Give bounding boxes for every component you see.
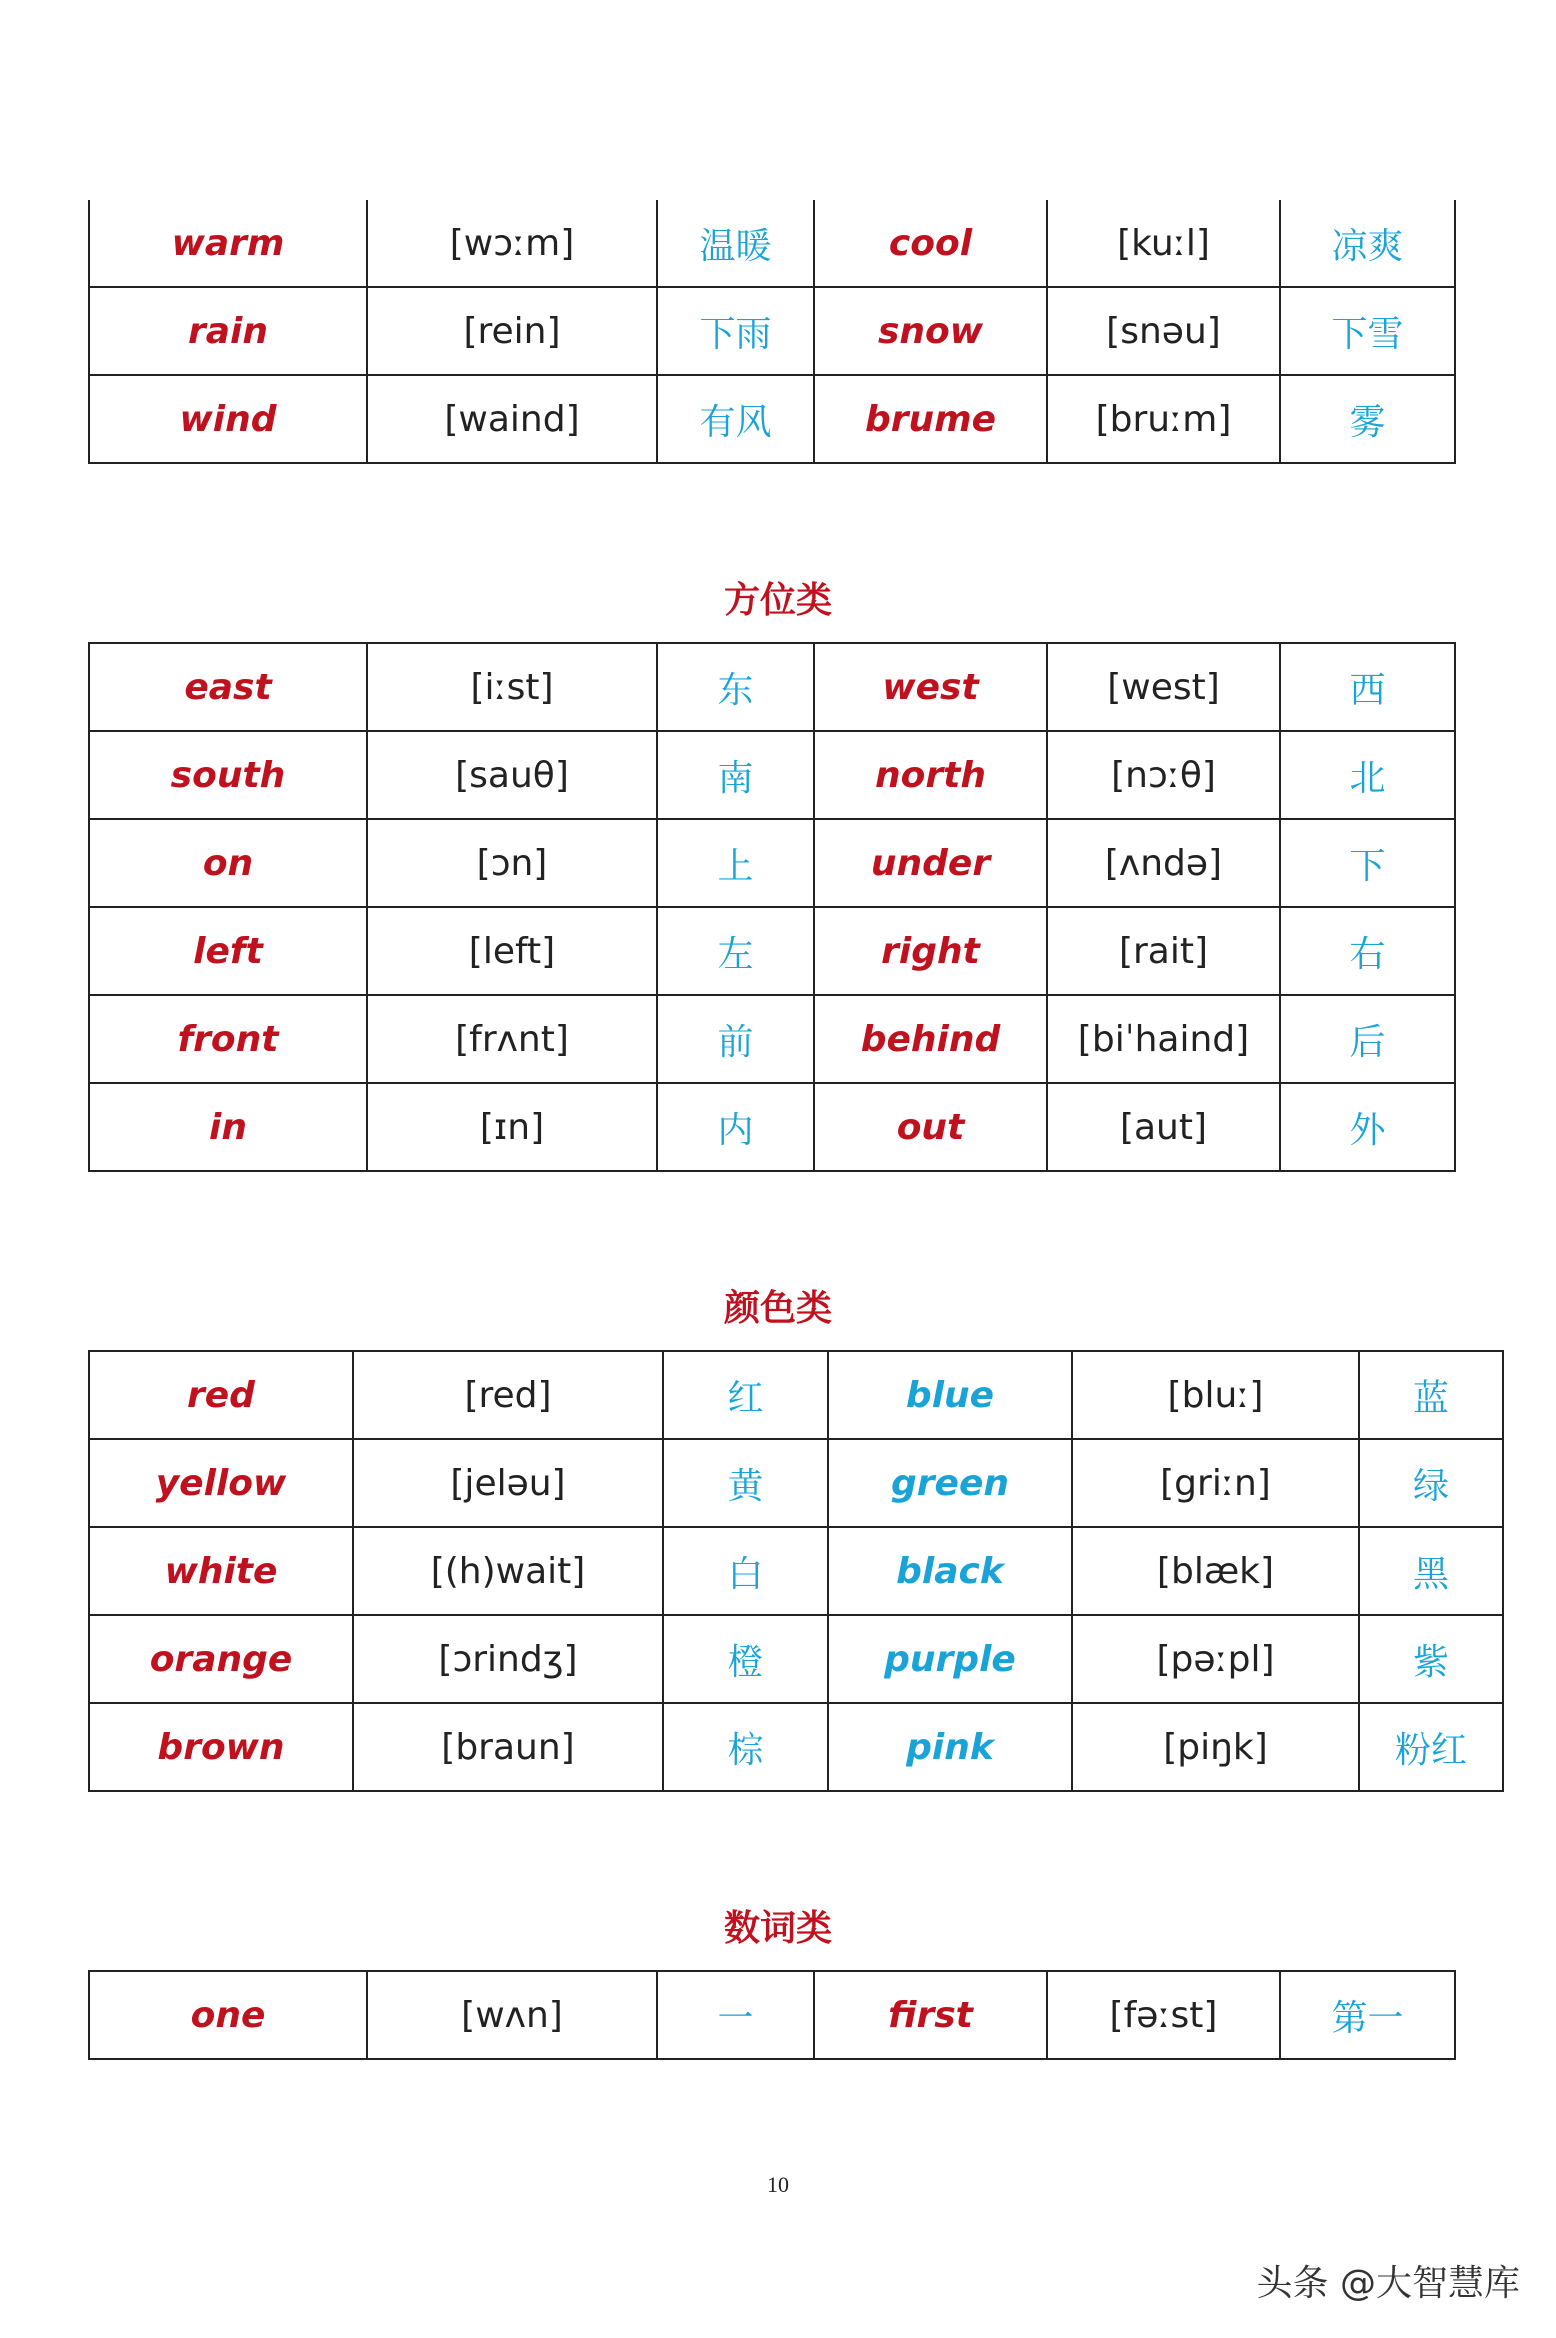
english-word: cool [814, 200, 1047, 287]
phonetic: [wɔːm] [367, 200, 657, 287]
color-table-body [89, 1351, 1503, 1791]
chinese-meaning: 北 [1280, 731, 1455, 819]
english-word: in [89, 1083, 367, 1171]
chinese-meaning: 红 [663, 1351, 828, 1439]
phonetic: [bruːm] [1047, 375, 1280, 463]
chinese-meaning: 下 [1280, 819, 1455, 907]
english-word: front [89, 995, 367, 1083]
chinese-meaning: 黄 [663, 1439, 828, 1527]
english-word: orange [89, 1615, 353, 1703]
chinese-meaning: 后 [1280, 995, 1455, 1083]
table-row [89, 287, 1455, 375]
numeral-vocab-table [88, 1970, 1456, 2060]
table-row [89, 1971, 1455, 2059]
phonetic: [piŋk] [1072, 1703, 1359, 1791]
english-word: east [89, 643, 367, 731]
phonetic: [biˈhaind] [1047, 995, 1280, 1083]
phonetic: [red] [353, 1351, 663, 1439]
page-number: 10 [767, 2172, 789, 2197]
chinese-meaning: 一 [657, 1971, 814, 2059]
table-row [89, 1351, 1503, 1439]
chinese-meaning: 上 [657, 819, 814, 907]
chinese-meaning: 白 [663, 1527, 828, 1615]
table-row [89, 1615, 1503, 1703]
english-word: under [814, 819, 1047, 907]
english-word: green [828, 1439, 1072, 1527]
english-word: yellow [89, 1439, 353, 1527]
table-row [89, 1083, 1455, 1171]
color-section-title: 颜色类 [723, 1288, 832, 1329]
english-word: blue [828, 1351, 1072, 1439]
chinese-meaning: 雾 [1280, 375, 1455, 463]
english-word: out [814, 1083, 1047, 1171]
english-word: snow [814, 287, 1047, 375]
phonetic: [ɔn] [367, 819, 657, 907]
english-word: red [89, 1351, 353, 1439]
english-word: behind [814, 995, 1047, 1083]
table-row [89, 819, 1455, 907]
phonetic: [griːn] [1072, 1439, 1359, 1527]
chinese-meaning: 第一 [1280, 1971, 1455, 2059]
english-word: purple [828, 1615, 1072, 1703]
english-word: wind [89, 375, 367, 463]
english-word: pink [828, 1703, 1072, 1791]
chinese-meaning: 左 [657, 907, 814, 995]
phonetic: [rein] [367, 287, 657, 375]
english-word: left [89, 907, 367, 995]
phonetic: [(h)wait] [353, 1527, 663, 1615]
english-word: one [89, 1971, 367, 2059]
english-word: west [814, 643, 1047, 731]
chinese-meaning: 下雨 [657, 287, 814, 375]
phonetic: [ɔrindʒ] [353, 1615, 663, 1703]
phonetic: [kuːl] [1047, 200, 1280, 287]
direction-table-body [89, 643, 1455, 1171]
english-word: south [89, 731, 367, 819]
phonetic: [frʌnt] [367, 995, 657, 1083]
color-vocab-table [88, 1350, 1504, 1792]
table-row [89, 643, 1455, 731]
chinese-meaning: 右 [1280, 907, 1455, 995]
phonetic: [bluː] [1072, 1351, 1359, 1439]
table-row [89, 731, 1455, 819]
phonetic: [fəːst] [1047, 1971, 1280, 2059]
weather-table-body [89, 200, 1455, 463]
table-row [89, 1527, 1503, 1615]
chinese-meaning: 棕 [663, 1703, 828, 1791]
table-row [89, 375, 1455, 463]
phonetic: [ʌndə] [1047, 819, 1280, 907]
chinese-meaning: 紫 [1359, 1615, 1503, 1703]
chinese-meaning: 凉爽 [1280, 200, 1455, 287]
chinese-meaning: 橙 [663, 1615, 828, 1703]
chinese-meaning: 蓝 [1359, 1351, 1503, 1439]
chinese-meaning: 温暖 [657, 200, 814, 287]
english-word: white [89, 1527, 353, 1615]
chinese-meaning: 内 [657, 1083, 814, 1171]
table-row [89, 995, 1455, 1083]
english-word: rain [89, 287, 367, 375]
english-word: north [814, 731, 1047, 819]
weather-vocab-table [88, 200, 1456, 464]
phonetic: [snəu] [1047, 287, 1280, 375]
direction-vocab-table [88, 642, 1456, 1172]
chinese-meaning: 粉红 [1359, 1703, 1503, 1791]
phonetic: [sauθ] [367, 731, 657, 819]
phonetic: [braun] [353, 1703, 663, 1791]
chinese-meaning: 东 [657, 643, 814, 731]
chinese-meaning: 黑 [1359, 1527, 1503, 1615]
table-row [89, 1703, 1503, 1791]
phonetic: [waind] [367, 375, 657, 463]
phonetic: [jeləu] [353, 1439, 663, 1527]
english-word: on [89, 819, 367, 907]
phonetic: [left] [367, 907, 657, 995]
phonetic: [iːst] [367, 643, 657, 731]
phonetic: [wʌn] [367, 1971, 657, 2059]
chinese-meaning: 有风 [657, 375, 814, 463]
english-word: brume [814, 375, 1047, 463]
watermark: 头条 @大智慧库 [1256, 2263, 1520, 2304]
numeral-section-title: 数词类 [723, 1908, 832, 1949]
english-word: warm [89, 200, 367, 287]
chinese-meaning: 外 [1280, 1083, 1455, 1171]
phonetic: [ɪn] [367, 1083, 657, 1171]
phonetic: [rait] [1047, 907, 1280, 995]
english-word: brown [89, 1703, 353, 1791]
chinese-meaning: 前 [657, 995, 814, 1083]
phonetic: [aut] [1047, 1083, 1280, 1171]
english-word: first [814, 1971, 1047, 2059]
english-word: black [828, 1527, 1072, 1615]
phonetic: [blæk] [1072, 1527, 1359, 1615]
phonetic: [west] [1047, 643, 1280, 731]
direction-section-title: 方位类 [723, 580, 832, 621]
chinese-meaning: 南 [657, 731, 814, 819]
english-word: right [814, 907, 1047, 995]
chinese-meaning: 西 [1280, 643, 1455, 731]
numeral-table-body [89, 1971, 1455, 2059]
chinese-meaning: 绿 [1359, 1439, 1503, 1527]
table-row [89, 1439, 1503, 1527]
table-row [89, 907, 1455, 995]
phonetic: [pəːpl] [1072, 1615, 1359, 1703]
table-row [89, 200, 1455, 287]
phonetic: [nɔːθ] [1047, 731, 1280, 819]
chinese-meaning: 下雪 [1280, 287, 1455, 375]
